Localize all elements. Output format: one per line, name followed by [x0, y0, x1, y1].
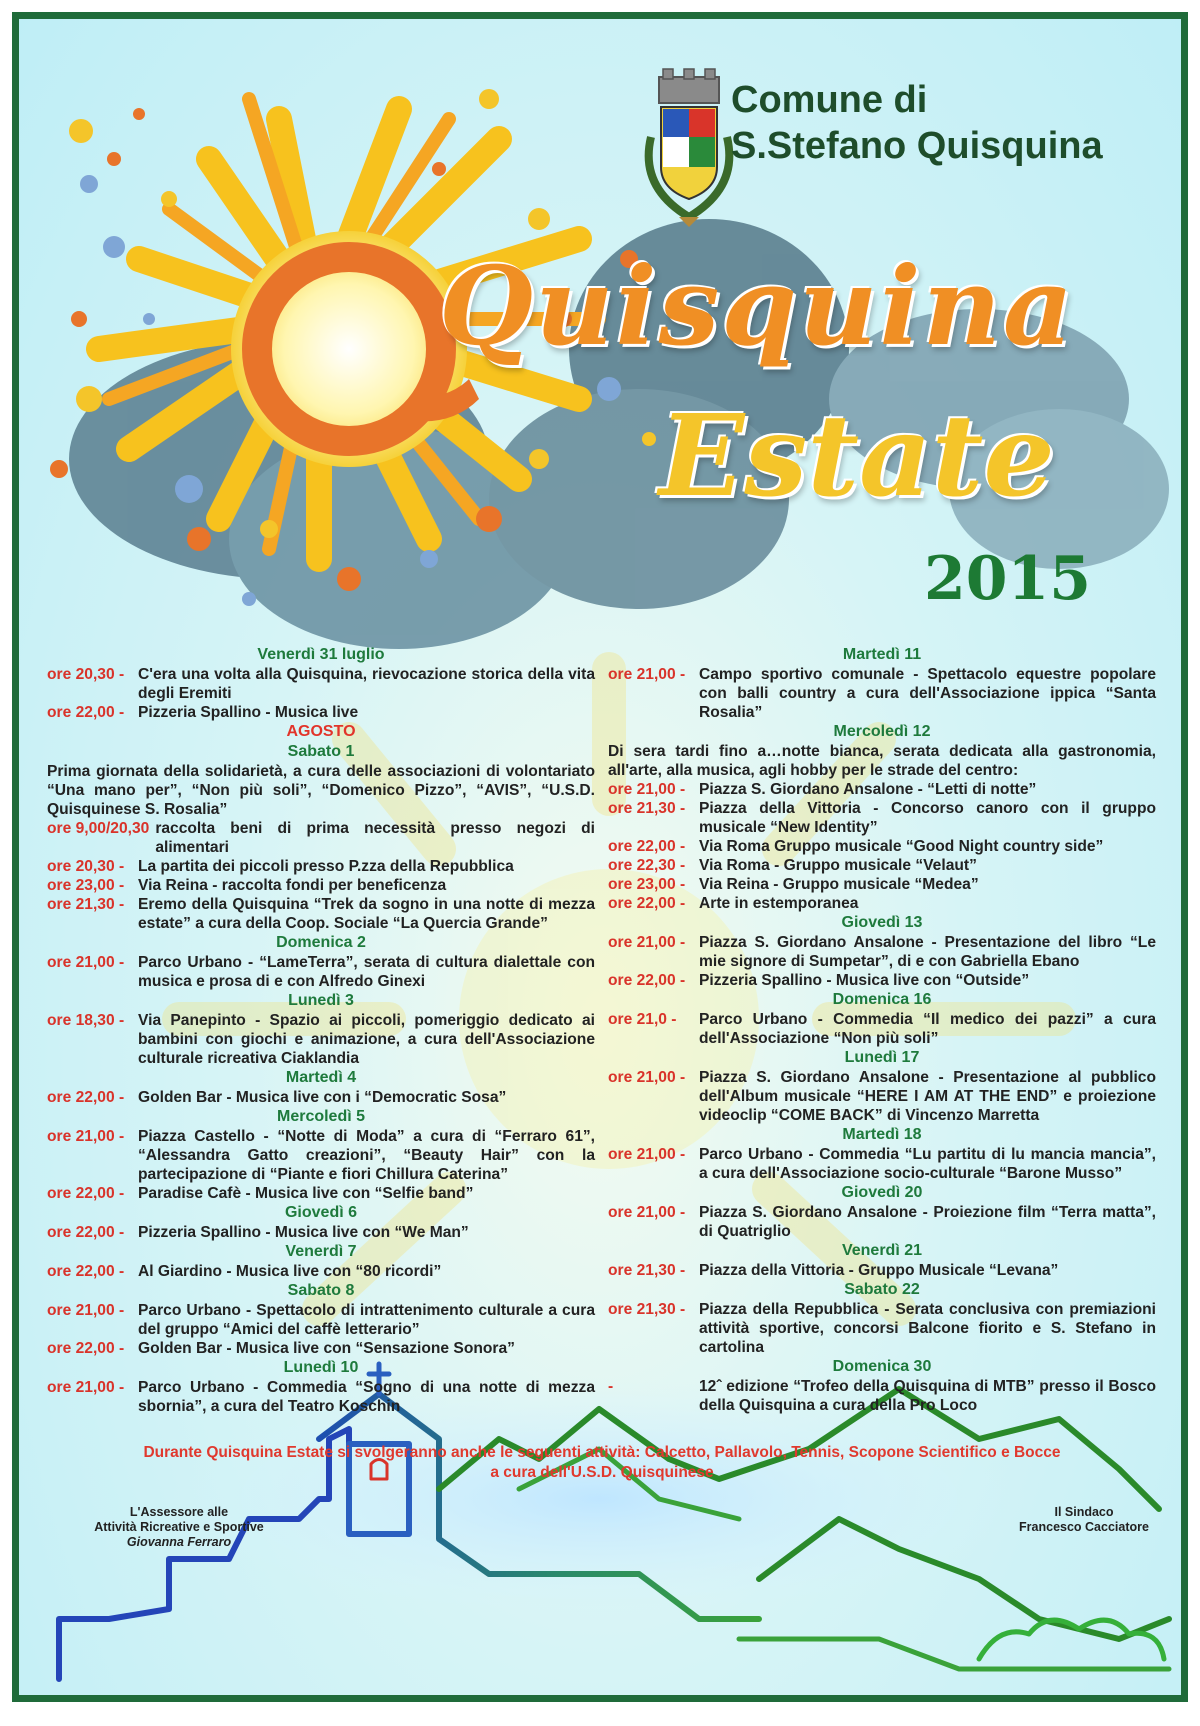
- event-time: ore 21,00 -: [47, 1128, 125, 1145]
- title-quisquina: Quisquina: [439, 244, 1075, 370]
- day-heading: Sabato 22: [844, 1281, 920, 1298]
- day-heading: Giovedì 13: [841, 914, 923, 931]
- event-description: Parco Urbano - Commedia “Sogno di una notte di mezza sbornia”, a cura del Teatro Koschin: [138, 1379, 595, 1415]
- event-row: [608, 856, 1156, 875]
- event-description: C'era una volta alla Quisquina, rievocazione storica della vita degli Eremiti: [138, 666, 595, 702]
- event-description: Piazza della Repubblica - Serata conclusiva con premiazioni attività sportive, concorsi Balcone fiorito e S. Stefano in cartolina: [699, 1301, 1156, 1356]
- event-time: ore 22,30 -: [608, 857, 686, 874]
- mayor-signature: [994, 1505, 1174, 1535]
- footer-note-line-1: Durante Quisquina Estate si svolgeranno anche le seguenti attività: Calcetto, Pallavolo, Tennis, Scopone Scientifico e Bocce: [143, 1444, 1061, 1461]
- event-row: [608, 933, 1156, 971]
- footer-note-line-2: a cura dell'U.S.D. Quisquinese: [490, 1464, 714, 1481]
- event-time: ore 22,00 -: [47, 1263, 125, 1280]
- program-paragraph: Prima giornata della solidarietà, a cura delle associazioni di volontariato “Una mano per”, “Non più soli”, “Domenico Pizzo”, “AVIS”, “U.S.D. Quisquinese S. Rosalia”: [47, 763, 595, 818]
- event-row: [47, 953, 595, 991]
- event-time: ore 22,00 -: [608, 895, 686, 912]
- event-time: ore 18,30 -: [47, 1012, 125, 1029]
- event-time: ore 21,00 -: [47, 954, 125, 971]
- event-description: Pizzeria Spallino - Musica live con “We Man”: [138, 1224, 469, 1241]
- day-heading: Venerdì 21: [841, 1242, 923, 1259]
- day-heading: Lunedì 10: [283, 1359, 359, 1376]
- program-left-column: [47, 645, 595, 1416]
- event-description: Pizzeria Spallino - Musica live: [138, 704, 359, 721]
- event-time: ore 20,30 -: [47, 666, 125, 683]
- event-row: [608, 894, 1156, 913]
- assessor-name: Giovanna Ferraro: [126, 1535, 232, 1549]
- event-description: raccolta beni di prima necessità presso negozi di alimentari: [155, 820, 595, 856]
- program-right-column: [608, 645, 1156, 1415]
- event-time: ore 20,30 -: [47, 858, 125, 875]
- event-description: Campo sportivo comunale - Spettacolo equestre popolare con balli country a cura dell'Associazione ippica “Santa Rosalia”: [699, 666, 1156, 721]
- event-time: ore 21,30 -: [608, 1262, 686, 1279]
- event-time: ore 22,00 -: [608, 838, 686, 855]
- event-row: [47, 1011, 595, 1068]
- day-heading: Sabato 1: [287, 743, 355, 760]
- day-heading: Venerdì 31 luglio: [257, 646, 385, 663]
- event-description: Paradise Cafè - Musica live con “Selfie band”: [138, 1185, 474, 1202]
- event-time: ore 22,00 -: [47, 1340, 125, 1357]
- coat-of-arms-icon: [649, 69, 730, 227]
- event-description: Arte in estemporanea: [699, 895, 859, 912]
- event-description: Via Roma Gruppo musicale “Good Night country side”: [699, 838, 1104, 855]
- event-time: ore 21,00 -: [608, 1069, 686, 1086]
- event-row: [608, 665, 1156, 722]
- day-heading: Lunedì 17: [844, 1049, 920, 1066]
- event-description: Piazza S. Giordano Ansalone - Presentazione del libro “Le mie signore di Sumpetar”, di e con Gabriella Ebano: [699, 934, 1156, 970]
- day-heading: Domenica 2: [276, 934, 366, 951]
- day-heading: Domenica 16: [832, 991, 932, 1008]
- event-row: [47, 665, 595, 703]
- event-row: [608, 1068, 1156, 1125]
- program-paragraph: Di sera tardi fino a…notte bianca, serata dedicata alla gastronomia, all'arte, alla musica, agli hobby per le strade del centro:: [608, 743, 1156, 779]
- event-row: [608, 971, 1156, 990]
- event-row: [47, 1127, 595, 1184]
- event-time: ore 21,00 -: [608, 934, 686, 951]
- event-time: ore 21,00 -: [608, 1146, 686, 1163]
- mayor-name: Francesco Cacciatore: [1019, 1520, 1149, 1534]
- mayor-title: Il Sindaco: [1054, 1505, 1114, 1519]
- event-description: Via Reina - Gruppo musicale “Medea”: [699, 876, 979, 893]
- day-heading: Domenica 30: [832, 1358, 932, 1375]
- assessor-line-1: L'Assessore alle: [129, 1505, 229, 1519]
- event-row: [608, 799, 1156, 837]
- event-description: Al Giardino - Musica live con “80 ricordi”: [138, 1263, 442, 1280]
- event-description: Parco Urbano - “LameTerra”, serata di cultura dialettale con musica e prosa di e con Alfredo Ginexi: [138, 954, 595, 990]
- event-row: [608, 1261, 1156, 1280]
- event-time: ore 23,00 -: [47, 877, 125, 894]
- event-time: ore 21,00 -: [47, 1379, 125, 1396]
- event-description: Pizzeria Spallino - Musica live con “Outside”: [699, 972, 1030, 989]
- event-row: [608, 780, 1156, 799]
- day-heading: Martedì 4: [285, 1069, 357, 1086]
- event-time: ore 22,00 -: [47, 1224, 125, 1241]
- event-description: Eremo della Quisquina “Trek da sogno in una notte di mezza estate” a cura della Coop. Sociale “La Quercia Grande”: [138, 896, 595, 932]
- assessor-signature: [59, 1505, 299, 1550]
- event-description: Parco Urbano - Spettacolo di intrattenimento culturale a cura del gruppo “Amici del caffè letterario”: [138, 1302, 595, 1338]
- event-time: ore 21,00 -: [608, 666, 686, 683]
- event-description: 12ˆ edizione “Trofeo della Quisquina di MTB” presso il Bosco della Quisquina a cura della Pro Loco: [699, 1378, 1156, 1414]
- event-row: [608, 1145, 1156, 1183]
- month-heading: AGOSTO: [286, 723, 356, 740]
- footer-note: [47, 1443, 1157, 1483]
- event-description: Via Panepinto - Spazio ai piccoli, pomeriggio dedicato ai bambini con giochi e animazione, a cura dell'Associazione culturale ricreativa Ciaklandia: [138, 1012, 595, 1067]
- event-description: Golden Bar - Musica live con i “Democratic Sosa”: [138, 1089, 507, 1106]
- event-row: [608, 1300, 1156, 1357]
- event-row: [47, 1184, 595, 1203]
- event-row: [47, 857, 595, 876]
- title-estate: Estate: [659, 391, 1055, 522]
- event-description: Piazza della Vittoria - Gruppo Musicale “Levana”: [699, 1262, 1059, 1279]
- event-row: [47, 1088, 595, 1107]
- event-time: ore 21,0 -: [608, 1011, 677, 1028]
- event-time: ore 21,00 -: [608, 781, 686, 798]
- day-heading: Martedì 11: [842, 646, 922, 663]
- event-time: ore 21,30 -: [47, 896, 125, 913]
- event-row: [608, 837, 1156, 856]
- event-time: ore 22,00 -: [47, 704, 125, 721]
- event-description: Piazza S. Giordano Ansalone - Proiezione film “Terra matta”, di Quatriglio: [699, 1204, 1156, 1240]
- event-description: Via Reina - raccolta fondi per beneficenza: [138, 877, 447, 894]
- event-time: ore 22,00 -: [47, 1089, 125, 1106]
- title-year: 2015: [924, 544, 1091, 614]
- town-name: [731, 77, 1181, 169]
- event-row: [47, 1378, 595, 1416]
- poster: [12, 12, 1188, 1702]
- event-row: [608, 1377, 1156, 1415]
- event-row: [47, 1339, 595, 1358]
- town-line-2: S.Stefano Quisquina: [731, 125, 1103, 167]
- event-description: Parco Urbano - Commedia “Lu partitu di lu mancia mancia”, a cura dell'Associazione socio-culturale “Barone Musso”: [699, 1146, 1156, 1182]
- event-description: La partita dei piccoli presso P.zza della Repubblica: [138, 858, 514, 875]
- day-heading: Mercoledì 5: [276, 1108, 366, 1125]
- day-heading: Giovedì 20: [841, 1184, 923, 1201]
- event-row: [608, 1010, 1156, 1048]
- event-row: [608, 1203, 1156, 1241]
- event-description: Piazza S. Giordano Ansalone - Presentazione al pubblico dell'Album musicale “HERE I AM AT THE END” e proiezione videoclip “COME BACK” di Vincenzo Marretta: [699, 1069, 1156, 1124]
- event-row: [47, 876, 595, 895]
- event-row: [47, 703, 595, 722]
- event-time: ore 22,00 -: [47, 1185, 125, 1202]
- event-time: ore 21,30 -: [608, 800, 686, 817]
- event-time: ore 22,00 -: [608, 972, 686, 989]
- event-description: Via Roma - Gruppo musicale “Velaut”: [699, 857, 977, 874]
- event-description: Piazza Castello - “Notte di Moda” a cura di “Ferraro 61”, “Alessandra Gatto creazioni”, “Beauty Hair” con la partecipazione di “Piante e fiori Chillura Caterina”: [138, 1128, 595, 1183]
- event-row: [47, 1223, 595, 1242]
- day-heading: Sabato 8: [287, 1282, 355, 1299]
- event-description: Piazza della Vittoria - Concorso canoro con il gruppo musicale “New Identity”: [699, 800, 1156, 836]
- event-time: ore 23,00 -: [608, 876, 686, 893]
- town-line-1: Comune di: [731, 79, 928, 121]
- day-heading: Mercoledì 12: [833, 723, 931, 740]
- event-row: [47, 819, 595, 857]
- event-time: ore 21,00 -: [47, 1302, 125, 1319]
- event-time: ore 21,30 -: [608, 1301, 686, 1318]
- day-heading: Venerdì 7: [285, 1243, 357, 1260]
- event-description: Golden Bar - Musica live con “Sensazione Sonora”: [138, 1340, 515, 1357]
- event-row: [47, 895, 595, 933]
- event-description: Parco Urbano - Commedia “Il medico dei pazzi” a cura dell'Associazione “Non più soli”: [699, 1011, 1156, 1047]
- day-heading: Lunedì 3: [288, 992, 354, 1009]
- event-time: ore 9,00/20,30: [47, 820, 150, 837]
- event-row: [47, 1301, 595, 1339]
- event-row: [47, 1262, 595, 1281]
- event-time: ore 21,00 -: [608, 1204, 686, 1221]
- event-row: [608, 875, 1156, 894]
- event-time: -: [608, 1378, 614, 1395]
- day-heading: Giovedì 6: [284, 1204, 358, 1221]
- event-description: Piazza S. Giordano Ansalone - “Letti di notte”: [699, 781, 1037, 798]
- assessor-line-2: Attività Ricreative e Sportive: [94, 1520, 264, 1534]
- day-heading: Martedì 18: [842, 1126, 922, 1143]
